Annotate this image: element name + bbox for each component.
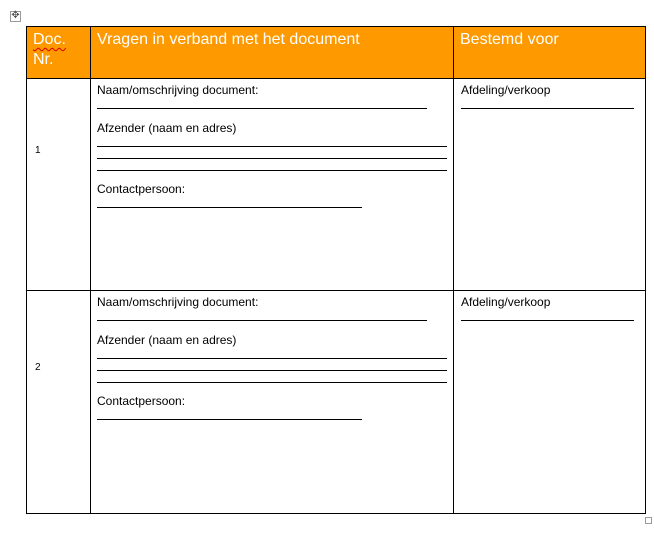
sender-line [97, 135, 447, 147]
table-row [27, 291, 646, 514]
table-resize-handle-icon[interactable] [645, 517, 652, 524]
name-line [97, 309, 427, 321]
questions-cell[interactable] [91, 79, 454, 291]
contact-line [97, 196, 362, 208]
destination-label: Afdeling/verkoop [461, 83, 551, 97]
header-doc-nr [27, 27, 91, 79]
header-doc-nr-line1: Doc. [33, 31, 66, 48]
doc-nr-cell[interactable] [27, 79, 91, 291]
name-label: Naam/omschrijving document: [97, 295, 259, 309]
questions-cell[interactable] [91, 291, 454, 514]
destination-cell[interactable] [454, 291, 646, 514]
header-doc-nr-line2: Nr. [33, 51, 54, 68]
table-move-handle-icon[interactable]: ✥ [11, 10, 20, 21]
sender-line [97, 371, 447, 383]
destination-cell[interactable] [454, 79, 646, 291]
header-questions: Vragen in verband met het document [91, 27, 454, 79]
sender-line [97, 159, 447, 171]
destination-line [461, 97, 634, 109]
sender-line [97, 347, 447, 359]
table-row [27, 79, 646, 291]
doc-nr: 1 [35, 144, 41, 156]
sender-label: Afzender (naam en adres) [97, 333, 237, 347]
doc-nr: 2 [35, 362, 41, 373]
destination-line [461, 309, 634, 321]
sender-line [97, 359, 447, 371]
name-label: Naam/omschrijving document: [97, 83, 259, 97]
destination-label: Afdeling/verkoop [461, 295, 551, 309]
header-row [27, 27, 646, 79]
sender-label: Afzender (naam en adres) [97, 121, 237, 135]
contact-label: Contactpersoon: [97, 182, 186, 196]
contact-line [97, 408, 362, 420]
name-line [97, 97, 427, 109]
document-table [26, 26, 646, 514]
sender-line [97, 147, 447, 159]
contact-label: Contactpersoon: [97, 394, 186, 408]
doc-nr-cell[interactable] [27, 291, 91, 514]
header-destination: Bestemd voor [454, 27, 646, 79]
